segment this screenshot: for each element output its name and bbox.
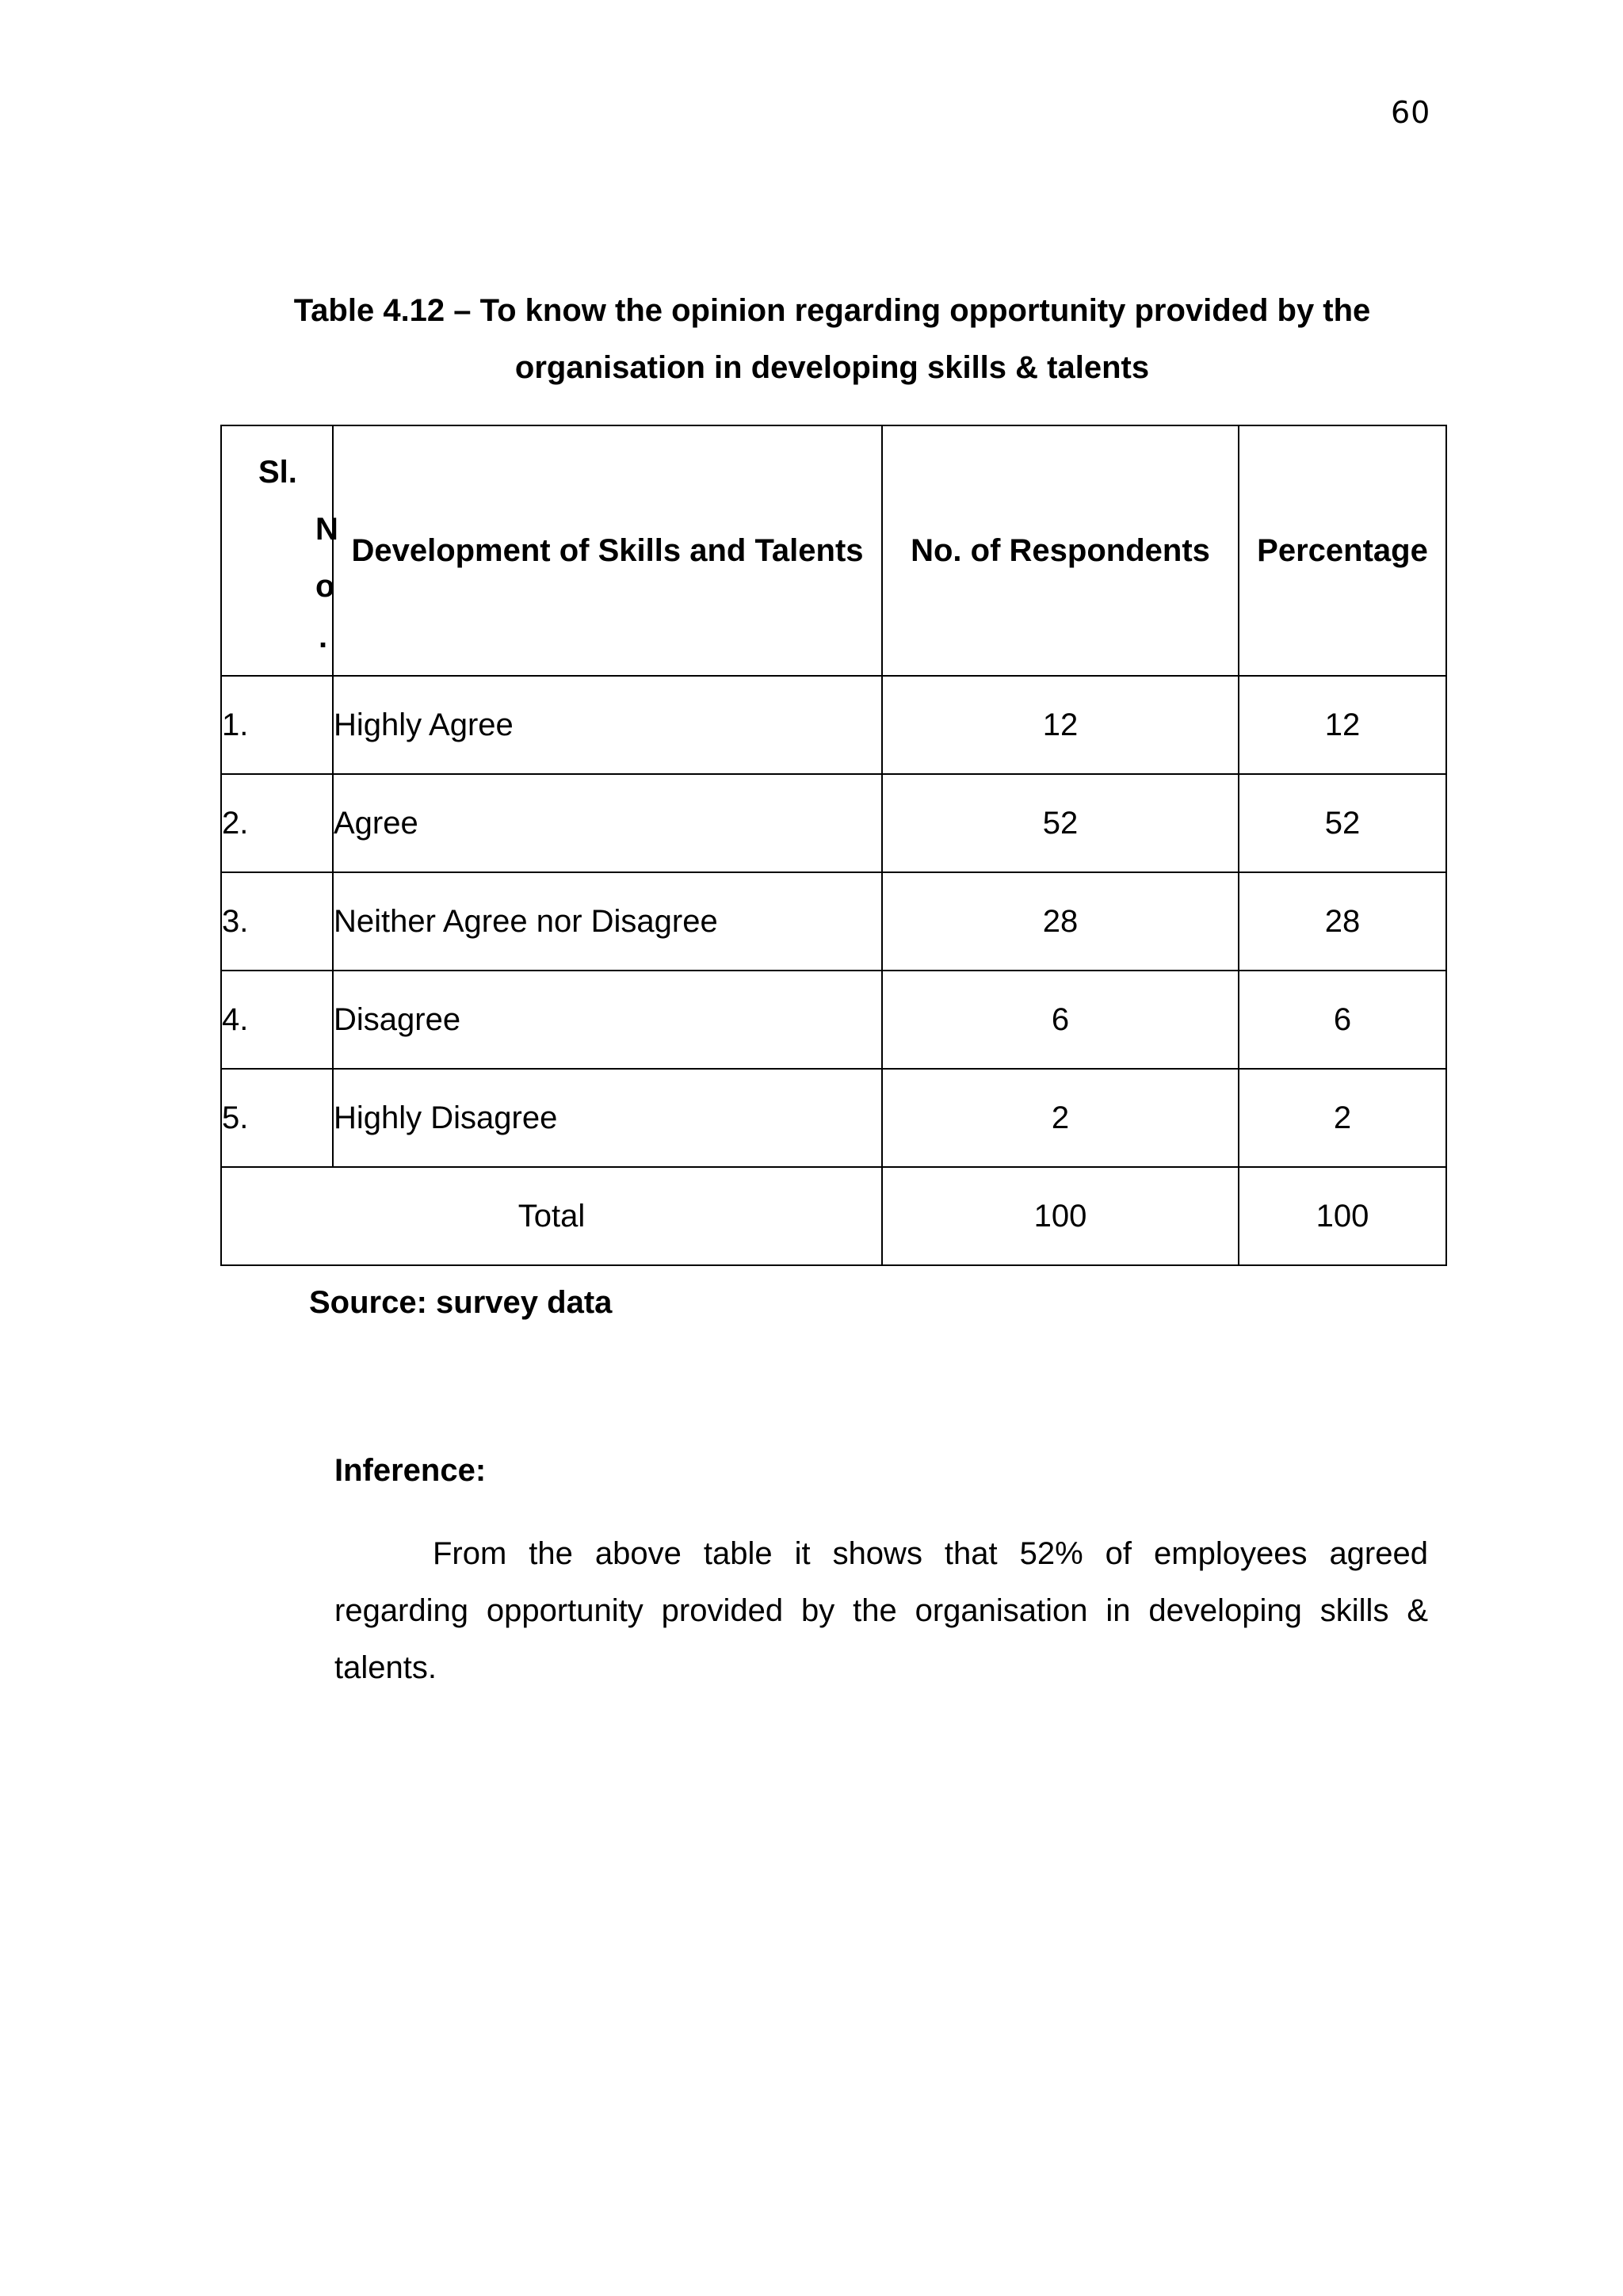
row-respondents: 12	[882, 676, 1239, 774]
row-percentage: 2	[1239, 1069, 1446, 1167]
table-total-row	[221, 1167, 1446, 1265]
inference-body: From the above table it shows that 52% of employees agreed regarding opportunity provided by the organisation in developing skills & talents.	[334, 1536, 1428, 1685]
table-row	[221, 971, 1446, 1069]
row-respondents: 6	[882, 971, 1239, 1069]
page-number: 60	[1391, 95, 1431, 130]
header-sl-no-part: .	[319, 620, 328, 654]
row-sl: 3.	[221, 872, 333, 971]
data-table	[220, 425, 1447, 1266]
table-row	[221, 872, 1446, 971]
header-description: Development of Skills and Talents	[333, 425, 882, 676]
row-respondents: 52	[882, 774, 1239, 872]
row-label: Agree	[333, 774, 882, 872]
source-note: Source: survey data	[309, 1285, 613, 1320]
header-sl-no-part: Sl.	[258, 455, 297, 490]
row-label: Disagree	[333, 971, 882, 1069]
total-respondents: 100	[882, 1167, 1239, 1265]
row-percentage: 52	[1239, 774, 1446, 872]
total-label: Total	[221, 1167, 882, 1265]
row-label: Highly Agree	[333, 676, 882, 774]
row-respondents: 2	[882, 1069, 1239, 1167]
table-row	[221, 676, 1446, 774]
caption-line-1: Table 4.12 – To know the opinion regarding opportunity provided by the	[293, 293, 1371, 328]
table-row	[221, 774, 1446, 872]
row-label: Highly Disagree	[333, 1069, 882, 1167]
table-row	[221, 1069, 1446, 1167]
header-sl-no-part: o	[315, 569, 335, 604]
header-percentage: Percentage	[1239, 425, 1446, 676]
total-percentage: 100	[1239, 1167, 1446, 1265]
header-sl-no-part: N	[315, 512, 338, 547]
inference-title: Inference:	[334, 1453, 487, 1488]
header-respondents: No. of Respondents	[882, 425, 1239, 676]
row-percentage: 28	[1239, 872, 1446, 971]
row-sl: 2.	[221, 774, 333, 872]
row-sl: 4.	[221, 971, 333, 1069]
table-caption	[222, 282, 1442, 396]
caption-line-2: organisation in developing skills & talents	[514, 350, 1150, 385]
row-percentage: 6	[1239, 971, 1446, 1069]
row-sl: 5.	[221, 1069, 333, 1167]
row-respondents: 28	[882, 872, 1239, 971]
header-sl-no	[221, 425, 338, 676]
row-percentage: 12	[1239, 676, 1446, 774]
row-sl: 1.	[221, 676, 333, 774]
row-label: Neither Agree nor Disagree	[333, 872, 882, 971]
table-header-row	[221, 425, 1446, 676]
